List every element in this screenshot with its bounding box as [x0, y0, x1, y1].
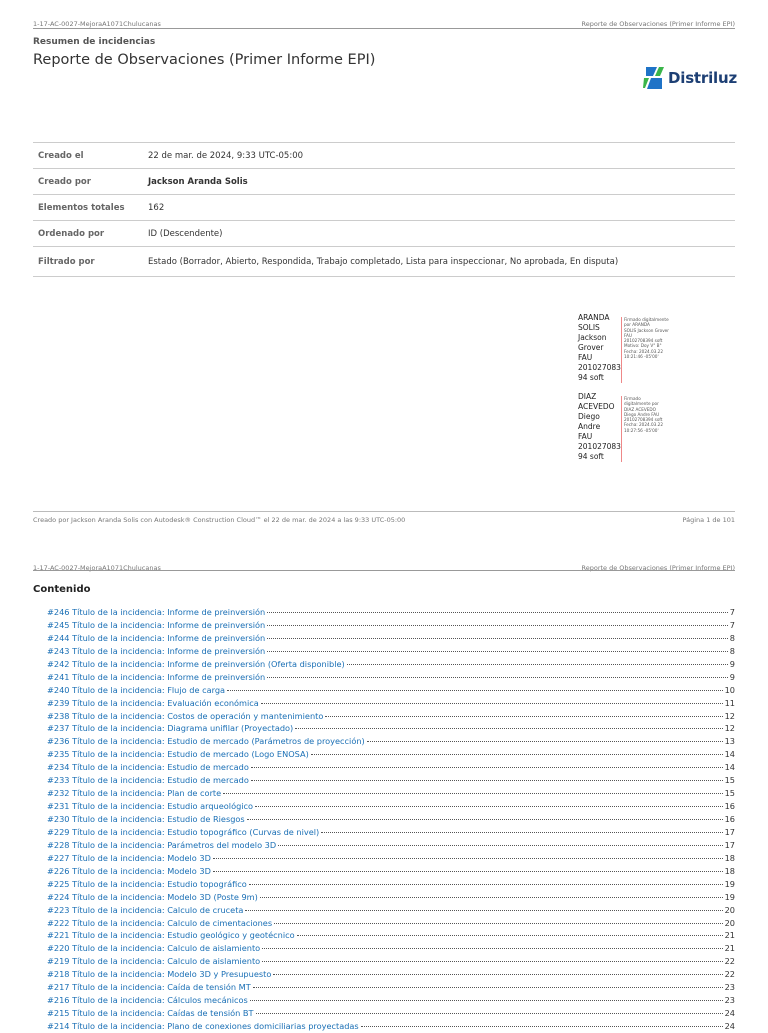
toc-entry-title[interactable]: #215 Título de la incidencia: Caídas de tensión BT: [47, 1008, 254, 1019]
table-of-contents: [47, 606, 735, 1033]
toc-page-number: 16: [724, 814, 735, 824]
toc-leader-dots: [245, 910, 722, 911]
meta-label: Creado por: [33, 169, 148, 195]
toc-entry-title[interactable]: #221 Título de la incidencia: Estudio geológico y geotécnico: [47, 930, 295, 941]
toc-leader-dots: [367, 741, 723, 742]
toc-entry[interactable]: [47, 852, 735, 865]
toc-leader-dots: [247, 819, 723, 820]
toc-entry-title[interactable]: #214 Título de la incidencia: Plano de conexiones domiciliarias proyectadas: [47, 1021, 359, 1031]
toc-leader-dots: [249, 884, 723, 885]
toc-entry[interactable]: [47, 774, 735, 787]
toc-entry-title[interactable]: #243 Título de la incidencia: Informe de preinversión: [47, 645, 266, 656]
contents-heading: Contenido: [33, 584, 91, 595]
signer-name-line: Andre FAU: [578, 422, 601, 441]
stamp-line: DIAZ ACEVEDO: [624, 406, 656, 412]
toc-entry[interactable]: [47, 917, 735, 930]
toc-entry-title[interactable]: #224 Título de la incidencia: Modelo 3D (Poste 9m): [47, 891, 258, 902]
meta-row-total-items: [33, 195, 735, 221]
project-code: 1-17-AC-0027-MejoraA1071Chulucanas: [33, 564, 161, 572]
stamp-line: Fecha: 2024.03.22: [624, 422, 663, 428]
distriluz-logo-icon: [643, 66, 665, 90]
toc-entry[interactable]: [47, 697, 735, 710]
toc-leader-dots: [311, 754, 723, 755]
signer-name-line: 94 soft: [578, 452, 604, 461]
signer-name-line: Jackson: [578, 333, 607, 342]
toc-page-number: 24: [724, 1021, 735, 1031]
header-rule: [33, 570, 735, 571]
stamp-line: 10:21:46 -05'00': [624, 354, 659, 360]
report-metadata-table: [33, 142, 735, 277]
meta-row-sorted-by: [33, 221, 735, 247]
toc-leader-dots: [267, 638, 728, 639]
toc-entry-title[interactable]: #220 Título de la incidencia: Calculo de aislamiento: [47, 943, 261, 954]
toc-leader-dots: [250, 1000, 723, 1001]
toc-leader-dots: [267, 651, 728, 652]
report-name: Reporte de Observaciones (Primer Informe EPI): [581, 564, 735, 572]
meta-row-filtered-by: [33, 247, 735, 277]
toc-entry-title[interactable]: #234 Título de la incidencia: Estudio de mercado: [47, 762, 249, 773]
toc-page-number: 18: [724, 865, 735, 876]
toc-entry-title[interactable]: #223 Título de la incidencia: Calculo de cruceta: [47, 904, 244, 915]
toc-entry[interactable]: [47, 671, 735, 684]
toc-entry[interactable]: [47, 632, 735, 645]
toc-leader-dots: [223, 793, 722, 794]
toc-entry[interactable]: [47, 710, 735, 723]
signer-name: [578, 392, 621, 462]
meta-value: Jackson Aranda Solis: [148, 169, 735, 195]
stamp-line: Motivo: Doy V° B°: [624, 343, 662, 349]
meta-value: 22 de mar. de 2024, 9:33 UTC-05:00: [148, 143, 735, 169]
toc-entry-title[interactable]: #239 Título de la incidencia: Evaluación económica: [47, 697, 259, 708]
toc-entry-title[interactable]: #218 Título de la incidencia: Modelo 3D y Presupuesto: [47, 969, 272, 980]
toc-entry-title[interactable]: #237 Título de la incidencia: Diagrama unifilar (Proyectado): [47, 723, 294, 734]
toc-entry-title[interactable]: #225 Título de la incidencia: Estudio topográfico: [47, 878, 247, 889]
signer-name-line: ARANDA: [578, 313, 610, 322]
signer-name-line: DIAZ: [578, 392, 597, 401]
signer-name-line: 94 soft: [578, 373, 604, 382]
toc-leader-dots: [267, 612, 728, 613]
distriluz-logo: [643, 66, 737, 90]
toc-entry[interactable]: [47, 891, 735, 904]
toc-page-number: 21: [724, 930, 735, 941]
signature-stamp: [621, 317, 673, 383]
toc-page-number: 7: [729, 619, 735, 630]
toc-entry-title[interactable]: #233 Título de la incidencia: Estudio de mercado: [47, 775, 249, 786]
toc-page-number: 17: [724, 839, 735, 850]
stamp-line: 10:27:56 -05'00': [624, 427, 659, 433]
toc-entry-title[interactable]: #226 Título de la incidencia: Modelo 3D: [47, 865, 211, 876]
toc-page-number: 22: [724, 969, 735, 980]
toc-page-number: 23: [724, 982, 735, 993]
toc-leader-dots: [347, 664, 728, 665]
toc-entry[interactable]: [47, 839, 735, 852]
meta-label: Ordenado por: [33, 221, 148, 247]
toc-leader-dots: [260, 897, 723, 898]
toc-entry[interactable]: [47, 968, 735, 981]
signer-name-line: Diego: [578, 412, 600, 421]
signer-name-line: SOLIS: [578, 323, 600, 332]
toc-leader-dots: [251, 780, 723, 781]
toc-page-number: 7: [729, 607, 735, 617]
toc-entry[interactable]: [47, 748, 735, 761]
toc-leader-dots: [213, 858, 723, 859]
toc-entry-title[interactable]: #228 Título de la incidencia: Parámetros del modelo 3D: [47, 839, 277, 850]
toc-entry[interactable]: [47, 735, 735, 748]
meta-value: ID (Descendente): [148, 221, 735, 247]
toc-entry-title[interactable]: #246 Título de la incidencia: Informe de preinversión: [47, 607, 266, 617]
stamp-line: Firmado digitalmente por ARANDA: [624, 317, 669, 328]
toc-page-number: 14: [724, 749, 735, 760]
toc-page-number: 9: [729, 658, 735, 669]
meta-value: 162: [148, 195, 735, 221]
toc-entry[interactable]: [47, 994, 735, 1007]
signer-name-line: 201027083: [578, 363, 621, 372]
toc-leader-dots: [262, 961, 722, 962]
toc-entry-title[interactable]: #231 Título de la incidencia: Estudio arqueológico: [47, 801, 254, 812]
toc-entry[interactable]: [47, 684, 735, 697]
toc-page-number: 9: [729, 671, 735, 682]
toc-entry-title[interactable]: #236 Título de la incidencia: Estudio de mercado (Parámetros de proyección): [47, 736, 365, 747]
toc-page-number: 13: [724, 736, 735, 747]
toc-page-number: 15: [724, 775, 735, 786]
stamp-line: 20102708394 soft: [624, 417, 663, 423]
stamp-line: 20102708394 soft: [624, 338, 663, 344]
stamp-line: SOLIS Jackson Grover FAU: [624, 327, 669, 338]
toc-page-number: 19: [724, 891, 735, 902]
toc-entry[interactable]: [47, 761, 735, 774]
toc-entry-title[interactable]: #227 Título de la incidencia: Modelo 3D: [47, 852, 211, 863]
toc-page-number: 8: [729, 632, 735, 643]
toc-entry-title[interactable]: #222 Título de la incidencia: Calculo de cimentaciones: [47, 917, 273, 928]
digital-signature-aranda: [578, 313, 673, 383]
toc-entry[interactable]: [47, 878, 735, 891]
page1-running-header: [33, 14, 735, 28]
toc-page-number: 12: [724, 723, 735, 734]
toc-page-number: 24: [724, 1008, 735, 1019]
toc-leader-dots: [255, 806, 723, 807]
toc-entry-title[interactable]: #238 Título de la incidencia: Costos de operación y mantenimiento: [47, 710, 324, 721]
stamp-line: digitalmente por: [624, 401, 659, 407]
footer-rule: [33, 511, 735, 512]
toc-leader-dots: [253, 987, 723, 988]
toc-leader-dots: [262, 948, 722, 949]
stamp-line: Diego Andre FAU: [624, 411, 660, 417]
toc-page-number: 18: [724, 852, 735, 863]
toc-entry-title[interactable]: #229 Título de la incidencia: Estudio topográfico (Curvas de nivel): [47, 826, 320, 837]
meta-label: Creado el: [33, 143, 148, 169]
toc-leader-dots: [274, 923, 722, 924]
toc-entry[interactable]: [47, 826, 735, 839]
page-number: Página 1 de 101: [682, 516, 735, 524]
toc-page-number: 12: [724, 710, 735, 721]
report-name: Reporte de Observaciones (Primer Informe EPI): [581, 20, 735, 28]
stamp-line: Fecha: 2024.03.22: [624, 348, 663, 354]
toc-entry[interactable]: [47, 1020, 735, 1033]
toc-page-number: 23: [724, 995, 735, 1006]
toc-leader-dots: [325, 716, 722, 717]
toc-entry[interactable]: [47, 658, 735, 671]
document-title: Reporte de Observaciones (Primer Informe EPI): [33, 52, 376, 68]
toc-leader-dots: [297, 935, 723, 936]
project-code: 1-17-AC-0027-MejoraA1071Chulucanas: [33, 20, 161, 28]
toc-entry-title[interactable]: #245 Título de la incidencia: Informe de preinversión: [47, 619, 266, 630]
toc-leader-dots: [295, 728, 722, 729]
toc-leader-dots: [278, 845, 722, 846]
meta-label: Filtrado por: [33, 247, 148, 277]
toc-entry-title[interactable]: #241 Título de la incidencia: Informe de preinversión: [47, 671, 266, 682]
toc-entry-title[interactable]: #232 Título de la incidencia: Plan de corte: [47, 788, 222, 799]
toc-page-number: 20: [724, 904, 735, 915]
toc-entry[interactable]: [47, 929, 735, 942]
toc-leader-dots: [227, 690, 723, 691]
toc-page-number: 19: [724, 878, 735, 889]
toc-page-number: 14: [724, 762, 735, 773]
meta-label: Elementos totales: [33, 195, 148, 221]
toc-leader-dots: [267, 625, 728, 626]
toc-entry-title[interactable]: #219 Título de la incidencia: Calculo de aislamiento: [47, 956, 261, 967]
toc-leader-dots: [361, 1026, 723, 1027]
toc-page-number: 16: [724, 801, 735, 812]
digital-signature-diaz: [578, 392, 673, 462]
stamp-line: Firmado: [624, 396, 641, 401]
meta-row-created-on: [33, 143, 735, 169]
toc-leader-dots: [256, 1013, 723, 1014]
toc-entry-title[interactable]: #235 Título de la incidencia: Estudio de mercado (Logo ENOSA): [47, 749, 309, 760]
toc-entry-title[interactable]: #230 Título de la incidencia: Estudio de Riesgos: [47, 814, 245, 824]
logo-text: Distriluz: [668, 69, 737, 87]
toc-entry[interactable]: [47, 865, 735, 878]
toc-entry[interactable]: [47, 722, 735, 735]
toc-entry[interactable]: [47, 606, 735, 619]
toc-page-number: 22: [724, 956, 735, 967]
toc-leader-dots: [261, 703, 723, 704]
signer-name-line: ACEVEDO: [578, 402, 615, 411]
toc-entry-title[interactable]: #216 Título de la incidencia: Cálculos mecánicos: [47, 995, 248, 1006]
signature-stamp: [621, 396, 673, 462]
toc-entry[interactable]: [47, 619, 735, 632]
toc-entry[interactable]: [47, 981, 735, 994]
toc-page-number: 11: [724, 697, 735, 708]
toc-entry[interactable]: [47, 942, 735, 955]
toc-entry-title[interactable]: #217 Título de la incidencia: Caída de tensión MT: [47, 982, 251, 993]
toc-entry-title[interactable]: #240 Título de la incidencia: Flujo de carga: [47, 684, 226, 695]
toc-entry[interactable]: [47, 904, 735, 917]
toc-leader-dots: [267, 677, 728, 678]
toc-entry-title[interactable]: #242 Título de la incidencia: Informe de preinversión (Oferta disponible): [47, 658, 345, 669]
footer-created-by: Creado por Jackson Aranda Solis con Autodesk® Construction Cloud™ el 22 de mar. de 2024 a las 9:33 UTC-05:00: [33, 516, 406, 524]
toc-entry[interactable]: [47, 787, 735, 800]
toc-page-number: 15: [724, 788, 735, 799]
toc-leader-dots: [321, 832, 722, 833]
toc-entry[interactable]: [47, 1007, 735, 1020]
document-subtitle: Resumen de incidencias: [33, 37, 156, 47]
signer-name-line: Grover FAU: [578, 343, 604, 362]
toc-page-number: 10: [724, 684, 735, 695]
toc-leader-dots: [251, 767, 723, 768]
page1-footer: [33, 516, 735, 524]
toc-page-number: 20: [724, 917, 735, 928]
meta-value: Estado (Borrador, Abierto, Respondida, Trabajo completado, Lista para inspeccionar, No aprobada, En disputa): [148, 247, 735, 277]
toc-page-number: 21: [724, 943, 735, 954]
toc-leader-dots: [213, 871, 723, 872]
toc-entry-title[interactable]: #244 Título de la incidencia: Informe de preinversión: [47, 632, 266, 643]
header-rule: [33, 28, 735, 29]
toc-page-number: 8: [729, 645, 735, 656]
toc-entry[interactable]: [47, 800, 735, 813]
toc-entry[interactable]: [47, 813, 735, 826]
meta-row-created-by: [33, 169, 735, 195]
toc-entry[interactable]: [47, 645, 735, 658]
signer-name-line: 201027083: [578, 442, 621, 451]
toc-entry[interactable]: [47, 955, 735, 968]
toc-page-number: 17: [724, 826, 735, 837]
signer-name: [578, 313, 621, 383]
toc-leader-dots: [273, 974, 722, 975]
